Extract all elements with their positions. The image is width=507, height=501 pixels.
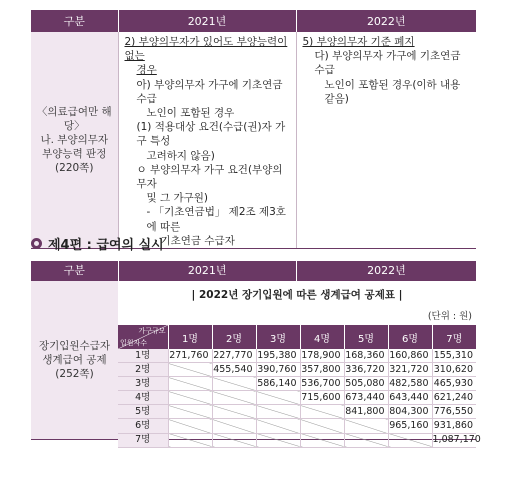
category-line: 부양능력 판정 xyxy=(42,148,107,161)
empty-diagonal-cell xyxy=(300,419,344,433)
inpatient-count-label: 3명 xyxy=(118,377,168,391)
deduction-value: 168,360 xyxy=(344,349,388,363)
inpatient-count-label: 4명 xyxy=(118,391,168,405)
household-size-header: 7명 xyxy=(432,325,476,349)
deduction-table-title: | 2022년 장기입원에 따른 생계급여 공제표 | xyxy=(191,289,403,301)
deduction-value: 227,770 xyxy=(212,349,256,363)
deduction-value: 621,240 xyxy=(432,391,476,405)
deduction-content xyxy=(118,281,481,446)
household-size-header: 4명 xyxy=(300,325,344,349)
section-heading xyxy=(31,234,164,253)
category-line: (220쪽) xyxy=(55,162,94,175)
household-size-header: 6명 xyxy=(388,325,432,349)
inpatient-count-label: 2명 xyxy=(118,363,168,377)
section-title: 제4편 : 급여의 실시 xyxy=(48,238,164,253)
category-line: 장기입원수급자 xyxy=(38,340,110,352)
inpatient-count-label: 1명 xyxy=(118,349,168,363)
category-line: (252쪽) xyxy=(55,368,94,380)
deduction-value: 321,720 xyxy=(388,363,432,377)
empty-diagonal-cell xyxy=(300,405,344,419)
deduction-table-block xyxy=(31,261,481,446)
deduction-value: 536,700 xyxy=(300,377,344,391)
empty-diagonal-cell xyxy=(168,391,212,405)
inpatient-count-label: 7명 xyxy=(118,433,168,447)
content-line: 노인이 포함된 경우 xyxy=(146,107,235,120)
inpatient-count-label: 6명 xyxy=(118,419,168,433)
deduction-value: 195,380 xyxy=(256,349,300,363)
content-line: 다) 부양의무자 가구에 기초연금 수급 xyxy=(314,50,461,77)
deduction-value: 931,860 xyxy=(432,419,476,433)
category-line: 〈의료급여만 해당〉 xyxy=(36,106,112,133)
category-cell xyxy=(31,281,118,439)
inpatient-count-label: 5명 xyxy=(118,405,168,419)
empty-diagonal-cell xyxy=(168,405,212,419)
content-line: 2) 부양의무자가 있어도 부양능력이 없는 xyxy=(124,36,288,63)
content-line: 및 그 가구원) xyxy=(146,192,208,205)
empty-diagonal-cell xyxy=(256,433,300,447)
deduction-value: 643,440 xyxy=(388,391,432,405)
empty-diagonal-cell xyxy=(212,391,256,405)
household-size-header: 1명 xyxy=(168,325,212,349)
deduction-value: 841,800 xyxy=(344,405,388,419)
corner-bottom-label: 입원자수 xyxy=(120,339,148,347)
header-2021: 2021년 xyxy=(118,10,296,32)
deduction-value: 465,930 xyxy=(432,377,476,391)
household-size-header: 2명 xyxy=(212,325,256,349)
content-line: 노인이 포함된 경우(이하 내용 같음) xyxy=(324,78,461,105)
deduction-table-header xyxy=(31,261,476,281)
empty-diagonal-cell xyxy=(212,377,256,391)
table-row xyxy=(118,419,476,433)
deduction-value: 178,900 xyxy=(300,349,344,363)
corner-top-label: 가구규모 xyxy=(138,327,166,335)
table-row xyxy=(118,391,476,405)
content-line: 기초연금 수급자 xyxy=(160,234,235,247)
deduction-value: 673,440 xyxy=(344,391,388,405)
category-line: 나. 부양의무자 xyxy=(40,134,109,147)
table-row xyxy=(118,363,476,377)
category-cell xyxy=(31,32,118,249)
deduction-value: 310,620 xyxy=(432,363,476,377)
table-row xyxy=(118,377,476,391)
deduction-value: 1,087,170 xyxy=(432,433,476,447)
deduction-value: 586,140 xyxy=(256,377,300,391)
empty-diagonal-cell xyxy=(256,405,300,419)
deduction-value: 505,080 xyxy=(344,377,388,391)
deduction-value: 455,540 xyxy=(212,363,256,377)
deduction-value: 336,720 xyxy=(344,363,388,377)
category-line: 생계급여 공제 xyxy=(42,354,107,366)
header-2022: 2022년 xyxy=(367,264,406,277)
content-line: (1) 적용대상 요건(수급(권)자 가구 특성 xyxy=(136,121,286,148)
deduction-value: 390,760 xyxy=(256,363,300,377)
deduction-grid xyxy=(118,325,481,448)
table-row xyxy=(118,349,476,363)
corner-header xyxy=(118,325,168,349)
empty-diagonal-cell xyxy=(212,419,256,433)
empty-diagonal-cell xyxy=(388,433,432,447)
unit-label: (단위 : 원) xyxy=(427,311,472,322)
header-category: 구분 xyxy=(31,10,118,32)
content-line: 아) 부양의무자 가구에 기초연금 수급 xyxy=(136,78,283,105)
deduction-value: 482,580 xyxy=(388,377,432,391)
content-2021 xyxy=(118,32,296,249)
deduction-value: 715,600 xyxy=(300,391,344,405)
deduction-value: 271,760 xyxy=(168,349,212,363)
header-2021: 2021년 xyxy=(119,261,297,281)
header-category: 구분 xyxy=(31,261,119,281)
content-line: - 「기초연금법」 제2조 제3호에 따른 xyxy=(146,206,286,233)
empty-diagonal-cell xyxy=(168,433,212,447)
content-line: ㅇ 부양의무자 가구 요건(부양의무자 xyxy=(136,163,283,191)
empty-diagonal-cell xyxy=(256,419,300,433)
empty-diagonal-cell xyxy=(212,433,256,447)
content-line: 고려하지 않음) xyxy=(146,149,215,162)
deduction-value: 155,310 xyxy=(432,349,476,363)
empty-diagonal-cell xyxy=(300,433,344,447)
comparison-table-eligibility xyxy=(31,10,476,249)
household-size-header: 5명 xyxy=(344,325,388,349)
content-line: 5) 부양의무자 기준 폐지 xyxy=(302,36,415,48)
empty-diagonal-cell xyxy=(168,419,212,433)
deduction-value: 160,860 xyxy=(388,349,432,363)
empty-diagonal-cell xyxy=(168,377,212,391)
household-size-header: 3명 xyxy=(256,325,300,349)
empty-diagonal-cell xyxy=(344,419,388,433)
table-row xyxy=(118,433,476,447)
empty-diagonal-cell xyxy=(256,391,300,405)
empty-diagonal-cell xyxy=(168,363,212,377)
circle-bullet-icon xyxy=(31,238,42,249)
deduction-value: 776,550 xyxy=(432,405,476,419)
deduction-value: 357,800 xyxy=(300,363,344,377)
content-2022 xyxy=(296,32,476,249)
content-line: 경우 xyxy=(136,64,157,77)
table-row xyxy=(118,405,476,419)
header-2022: 2022년 xyxy=(296,10,476,32)
empty-diagonal-cell xyxy=(344,433,388,447)
empty-diagonal-cell xyxy=(212,405,256,419)
deduction-value: 804,300 xyxy=(388,405,432,419)
deduction-value: 965,160 xyxy=(388,419,432,433)
